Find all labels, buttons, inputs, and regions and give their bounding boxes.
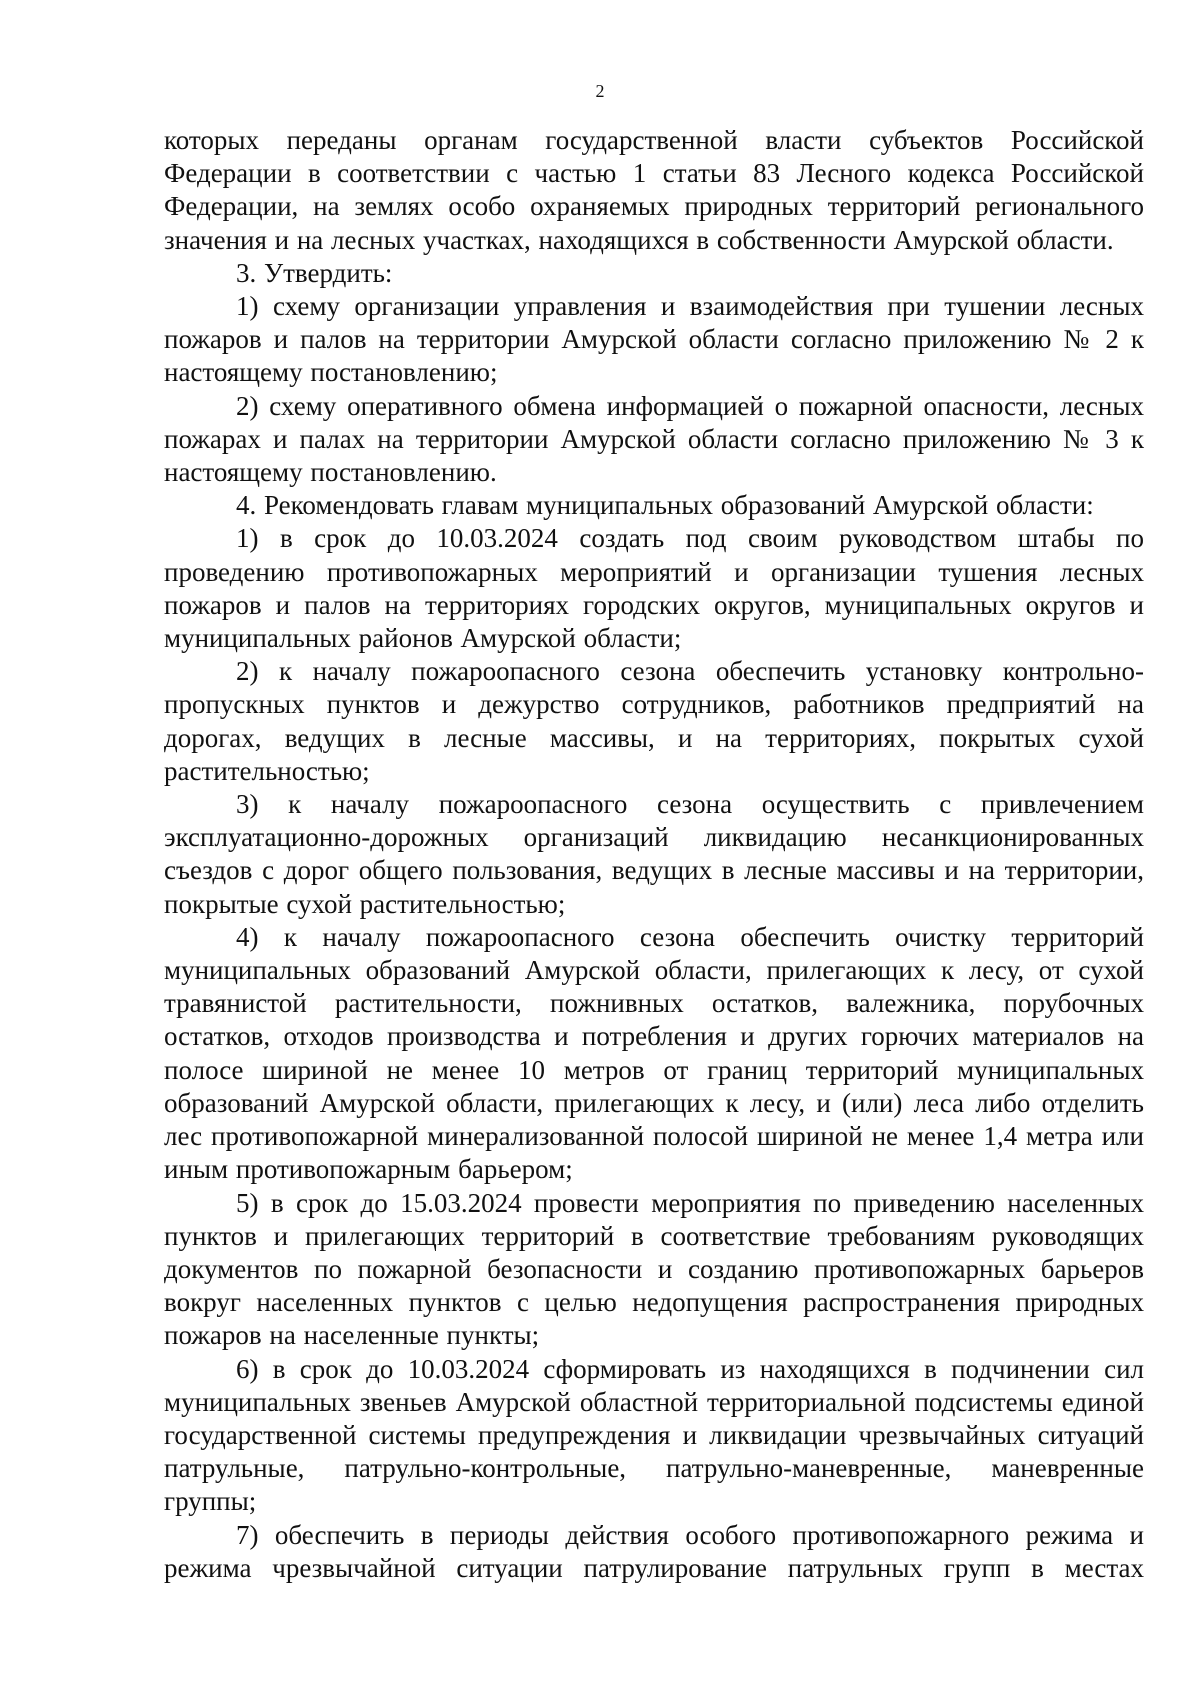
paragraph-item-3-heading: 3. Утвердить: <box>236 257 393 288</box>
page-number: 2 <box>595 81 605 101</box>
paragraph-item-4-5: 5) в срок до 15.03.2024 провести мероприятия по приведению населенных пунктов и прилегающих территорий в соответствие требованиям руководящих документов по пожарной безопасности и созданию противопожарных барьеров вокруг населенных пунктов с целью недопущения распространения природных пожаров на населенные пункты; <box>164 1187 1144 1351</box>
paragraph-item-3-2: 2) схему оперативного обмена информацией о пожарной опасности, лесных пожарах и палах на территории Амурской области согласно приложению № 3 к настоящему постановлению. <box>164 390 1144 488</box>
paragraph-item-4-7: 7) обеспечить в периоды действия особого противопожарного режима и режима чрезвычайной ситуации патрулирование патрульных групп в местах <box>164 1519 1144 1583</box>
paragraph-item-4-2: 2) к началу пожароопасного сезона обеспечить установку контрольно-пропускных пунктов и дежурство сотрудников, работников предприятий на дорогах, ведущих в лесные массивы, и на территориях, покрытых сухой растительностью; <box>164 656 1144 786</box>
paragraph-item-4-4: 4) к началу пожароопасного сезона обеспечить очистку территорий муниципальных образований Амурской области, прилегающих к лесу, от сухой травянистой растительности, пожнивных остатков, валежника, порубочных остатков, отходов производства и потребления и других горючих материалов на полосе шириной не менее 10 метров от границ территорий муниципальных образований Амурской области, прилегающих к лесу, и (или) леса либо отделить лес противопожарной минерализованной полосой шириной не менее 1,4 метра или иным противопожарным барьером; <box>164 921 1144 1185</box>
paragraph-item-4-6: 6) в срок до 10.03.2024 сформировать из находящихся в подчинении сил муниципальных звеньев Амурской областной территориальной подсистемы единой государственной системы предупреждения и ликвидации чрезвычайных ситуаций патрульные, патрульно-контрольные, патрульно-маневренные, маневренные группы; <box>164 1353 1144 1517</box>
document-body <box>164 124 1144 1585</box>
paragraph-item-4-3: 3) к началу пожароопасного сезона осуществить с привлечением эксплуатационно-дорожных организаций ликвидацию несанкционированных съездов с дорог общего пользования, ведущих в лесные массивы и на территории, покрытые сухой растительностью; <box>164 789 1144 919</box>
paragraph-item-3-1: 1) схему организации управления и взаимодействия при тушении лесных пожаров и палов на территории Амурской области согласно приложению № 2 к настоящему постановлению; <box>164 291 1144 388</box>
paragraph-continuation: которых переданы органам государственной власти субъектов Российской Федерации в соответствии с частью 1 статьи 83 Лесного кодекса Российской Федерации, на землях особо охраняемых природных территорий регионального значения и на лесных участках, находящихся в собственности Амурской области. <box>164 125 1144 255</box>
paragraph-item-4-heading: 4. Рекомендовать главам муниципальных образований Амурской области: <box>236 490 1094 521</box>
paragraph-item-4-1: 1) в срок до 10.03.2024 создать под своим руководством штабы по проведению противопожарных мероприятий и организации тушения лесных пожаров и палов на территориях городских округов, муниципальных округов и муниципальных районов Амурской области; <box>164 523 1144 654</box>
